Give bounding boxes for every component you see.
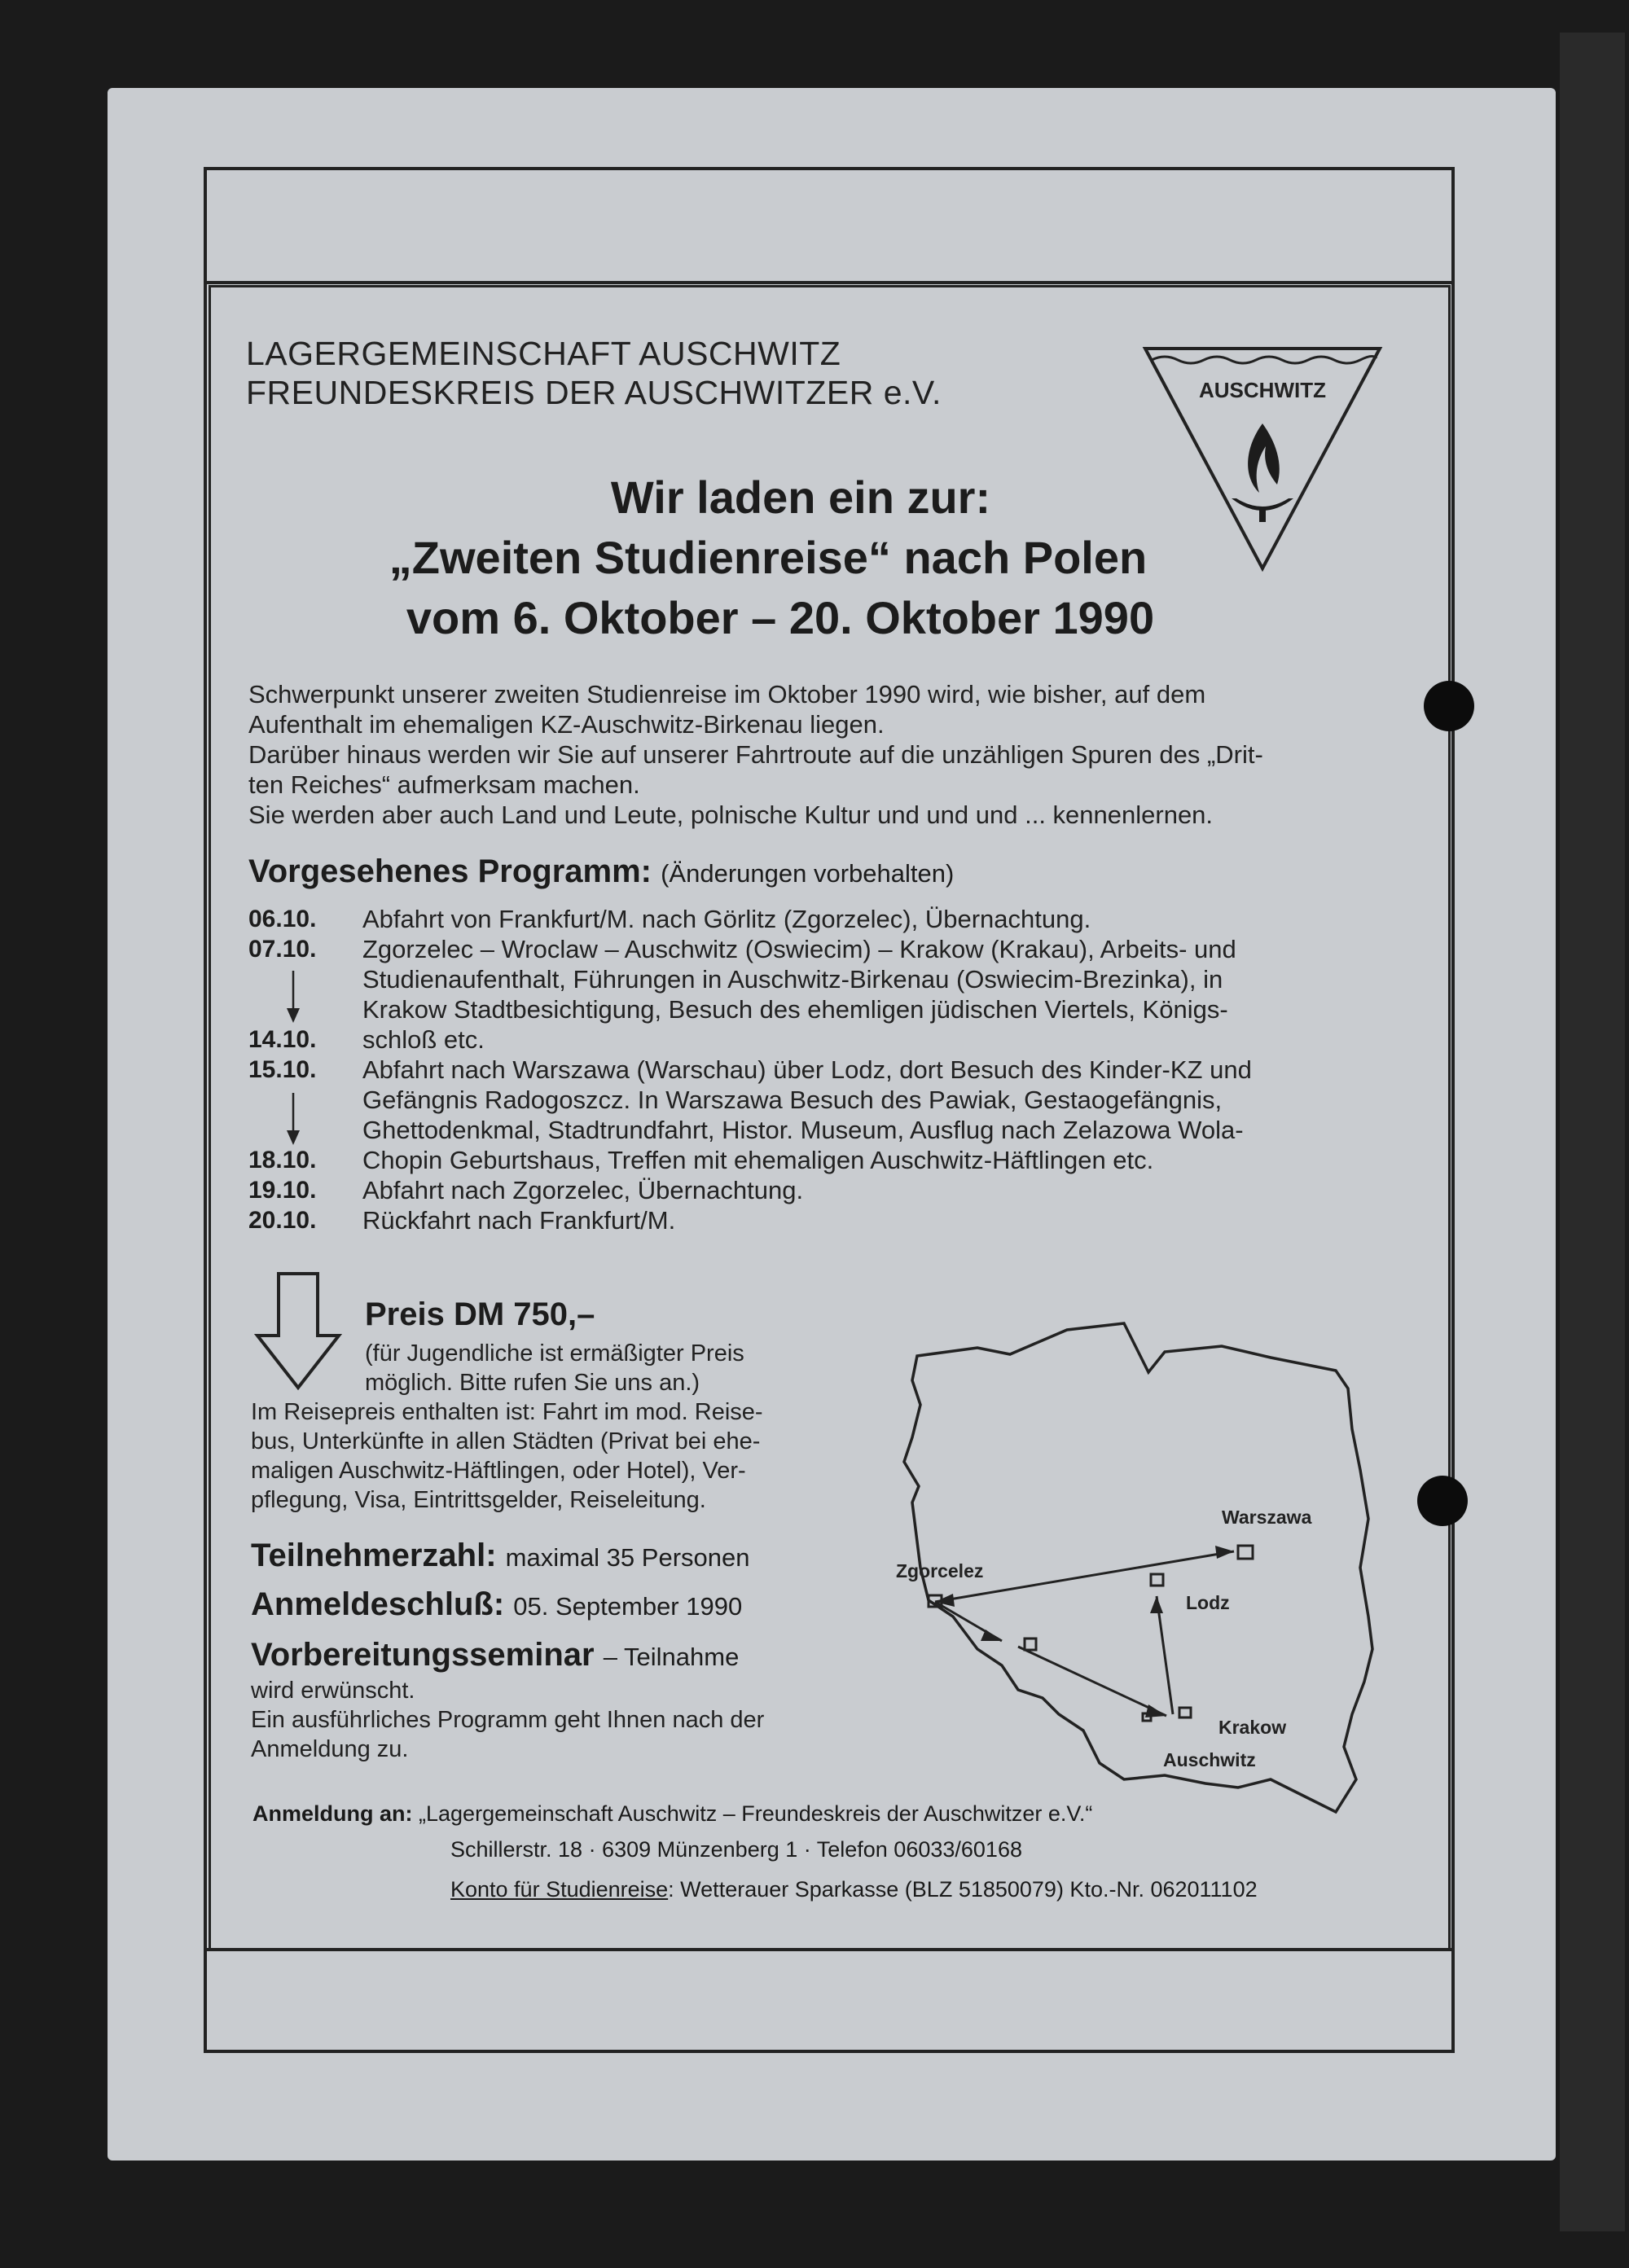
big-arrow-down-icon xyxy=(252,1270,344,1393)
program-date: 14.10. xyxy=(248,1026,317,1053)
program-text: Abfahrt nach Warszawa (Warschau) über Lodz, dort Besuch des Kinder-KZ und xyxy=(362,1055,1252,1084)
participants xyxy=(251,1538,750,1574)
program-text: Krakow Stadtbesichtigung, Besuch des ehemligen jüdischen Viertels, Königs- xyxy=(362,995,1228,1024)
program-text: Gefängnis Radogoszcz. In Warszawa Besuch des Pawiak, Gestaogefängnis, xyxy=(362,1086,1223,1114)
program-text: Chopin Geburtshaus, Treffen mit ehemaligen Auschwitz-Häftlingen etc. xyxy=(362,1146,1154,1174)
program-heading xyxy=(248,853,954,890)
program-text: Zgorzelec – Wroclaw – Auschwitz (Oswiecim) – Krakow (Krakau), Arbeits- und xyxy=(362,935,1236,963)
intro-line: Sie werden aber auch Land und Leute, polnische Kultur und und und ... kennenlernen. xyxy=(248,801,1214,829)
seminar-text xyxy=(251,1676,902,1764)
background-strip xyxy=(1560,33,1625,2231)
logo-text: AUSCHWITZ xyxy=(1199,378,1326,402)
intro-line: ten Reiches“ aufmerksam machen. xyxy=(248,770,640,799)
included-line: Im Reisepreis enthalten ist: Fahrt im mod. Reise- xyxy=(251,1399,763,1425)
seminar-value: – Teilnahme xyxy=(603,1643,740,1671)
program-date: 15.10. xyxy=(248,1056,317,1083)
title-line-1: Wir laden ein zur: xyxy=(610,472,991,523)
org-name xyxy=(246,334,942,412)
title-line-3: vom 6. Oktober – 20. Oktober 1990 xyxy=(406,592,1155,643)
map-label-lodz: Lodz xyxy=(1186,1592,1230,1613)
included-line: bus, Unterkünfte in allen Städten (Privat bei ehe- xyxy=(251,1428,761,1454)
program-date: 07.10. xyxy=(248,936,317,963)
price-heading: Preis DM 750,– xyxy=(365,1296,595,1332)
map-label-warszawa: Warszawa xyxy=(1222,1507,1312,1528)
registration-address: Schillerstr. 18 · 6309 Münzenberg 1 · Telefon 06033/60168 xyxy=(450,1837,1022,1862)
seminar xyxy=(251,1637,739,1674)
program-text: Abfahrt von Frankfurt/M. nach Görlitz (Zgorzelec), Übernachtung. xyxy=(362,905,1091,933)
included-text xyxy=(251,1397,886,1515)
seminar-line: wird erwünscht. xyxy=(251,1678,415,1704)
seminar-label: Vorbereitungsseminar xyxy=(251,1637,595,1673)
intro-paragraph xyxy=(248,679,1389,830)
program-text: schloß etc. xyxy=(362,1025,485,1054)
program-date: 18.10. xyxy=(248,1147,317,1173)
youth-line: (für Jugendliche ist ermäßigter Preis xyxy=(365,1340,744,1367)
map-label-auschwitz: Auschwitz xyxy=(1163,1749,1256,1770)
seminar-line: Anmeldung zu. xyxy=(251,1736,409,1762)
intro-line: Aufenthalt im ehemaligen KZ-Auschwitz-Birkenau liegen. xyxy=(248,710,885,739)
program-text: Rückfahrt nach Frankfurt/M. xyxy=(362,1206,676,1235)
deadline-label: Anmeldeschluß: xyxy=(251,1586,505,1622)
registration-line-1 xyxy=(252,1801,1092,1827)
map-label-zgorcelez: Zgorcelez xyxy=(896,1560,984,1581)
org-line-1: LAGERGEMEINSCHAFT AUSCHWITZ xyxy=(246,335,841,372)
registration-account xyxy=(450,1877,1258,1902)
program-text: Ghettodenkmal, Stadtrundfahrt, Histor. Museum, Ausflug nach Zelazowa Wola- xyxy=(362,1116,1244,1144)
registration-name: „Lagergemeinschaft Auschwitz – Freundeskreis der Auschwitzer e.V.“ xyxy=(419,1801,1093,1826)
title-line-2: „Zweiten Studienreise“ nach Polen xyxy=(389,532,1148,583)
org-line-2: FREUNDESKREIS DER AUSCHWITZER e.V. xyxy=(246,374,942,411)
punch-hole-top xyxy=(1424,681,1474,731)
program-date: 19.10. xyxy=(248,1177,317,1204)
included-line: maligen Auschwitz-Häftlingen, oder Hotel), Ver- xyxy=(251,1458,746,1484)
included-line: pflegung, Visa, Eintrittsgelder, Reiseleitung. xyxy=(251,1487,706,1513)
youth-line: möglich. Bitte rufen Sie uns an.) xyxy=(365,1370,700,1396)
program-text: Studienaufenthalt, Führungen in Auschwitz-Birkenau (Oswiecim-Brezinka), in xyxy=(362,965,1223,994)
intro-line: Schwerpunkt unserer zweiten Studienreise im Oktober 1990 wird, wie bisher, auf dem xyxy=(248,680,1206,708)
program-date: 20.10. xyxy=(248,1207,317,1234)
participants-label: Teilnehmerzahl: xyxy=(251,1538,497,1573)
deadline xyxy=(251,1586,742,1623)
participants-value: maximal 35 Personen xyxy=(505,1543,750,1572)
program-note: (Änderungen vorbehalten) xyxy=(661,859,955,888)
top-divider xyxy=(204,281,1455,284)
punch-hole-bottom xyxy=(1417,1476,1468,1526)
program-text: Abfahrt nach Zgorzelec, Übernachtung. xyxy=(362,1176,804,1204)
program-date: 06.10. xyxy=(248,906,317,932)
seminar-line: Ein ausführliches Programm geht Ihnen nach der xyxy=(251,1707,765,1733)
map-label-krakow: Krakow xyxy=(1218,1717,1287,1738)
account-value: : Wetterauer Sparkasse (BLZ 51850079) Kto.-Nr. 062011102 xyxy=(668,1877,1258,1902)
program-heading-text: Vorgesehenes Programm: xyxy=(248,853,652,889)
youth-note xyxy=(365,1339,870,1397)
deadline-value: 05. September 1990 xyxy=(513,1592,743,1621)
intro-line: Darüber hinaus werden wir Sie auf unserer Fahrtroute auf die unzähligen Spuren des „Drit- xyxy=(248,740,1263,769)
registration-label: Anmeldung an: xyxy=(252,1801,413,1826)
arrow-down-icon xyxy=(283,969,303,1026)
arrow-down-icon xyxy=(283,1091,303,1148)
account-label: Konto für Studienreise xyxy=(450,1877,669,1902)
